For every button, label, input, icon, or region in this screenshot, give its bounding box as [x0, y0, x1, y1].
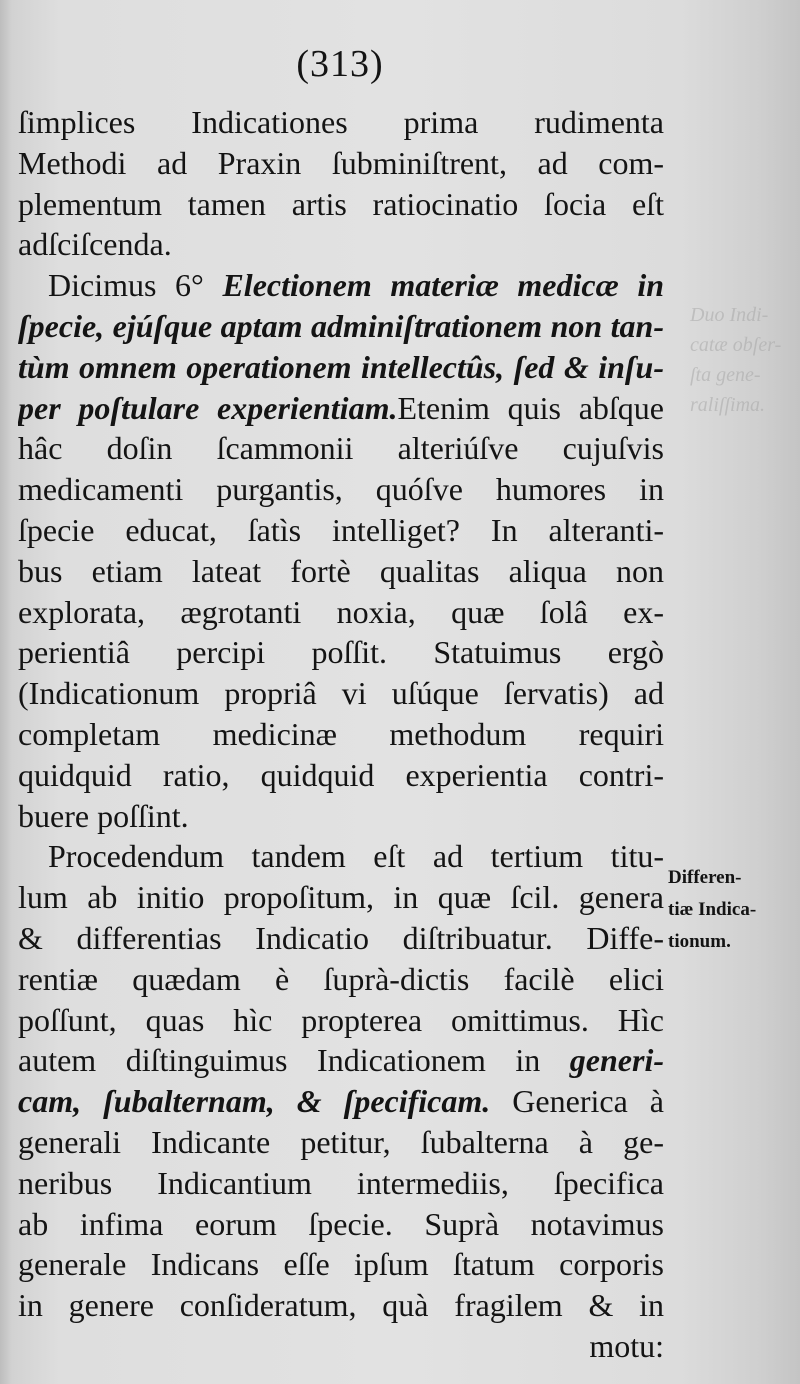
roman-text: bus etiam lateat fortè qualitas aliqua non: [18, 552, 664, 589]
text-line: [18, 1285, 664, 1327]
text-line: [18, 551, 664, 593]
roman-text: poſſunt, quas hìc propterea omittimus. Hìc: [18, 1001, 664, 1038]
roman-text: hâc doſin ſcammonii alteriúſve cujuſvis: [18, 430, 664, 467]
text-line: [18, 469, 664, 511]
italic-text: tùm omnem operationem intellectûs, ſed & inſu-: [18, 348, 664, 385]
text-line: [18, 1040, 664, 1082]
text-line: [18, 714, 664, 756]
page-number: (313): [296, 43, 384, 85]
roman-text: quidquid ratio, quidquid experientia contri-: [18, 756, 664, 793]
italic-text: ſpecie, ejúſque aptam adminiſtrationem non tan-: [18, 308, 664, 344]
text-line: [18, 1244, 664, 1286]
text-line: [18, 143, 664, 185]
roman-text: Methodi ad Praxin ſubminiſtrent, ad com-: [18, 144, 664, 181]
roman-text: ſimplices Indicationes prima rudimenta: [18, 104, 664, 140]
roman-text: neribus Indicantium intermediis, ſpecifica: [18, 1164, 664, 1201]
text-line: [18, 796, 664, 838]
text-line: [18, 510, 664, 552]
text-line: [18, 1000, 664, 1042]
roman-text: lum ab initio propoſitum, in quæ ſcil. genera: [18, 879, 664, 916]
text-line: [18, 755, 664, 797]
roman-text: rentiæ quædam è ſuprà-dictis facilè elici: [18, 960, 664, 997]
roman-text: adſciſcenda.: [18, 226, 172, 263]
text-line: [18, 1081, 664, 1123]
margin-note-line: Differen-: [668, 867, 742, 888]
text-line: [18, 592, 664, 634]
roman-text: plementum tamen artis ratiocinatio ſocia eſt: [18, 185, 664, 222]
text-line: [18, 836, 664, 878]
text-line: [18, 1204, 664, 1246]
text-line: [18, 428, 664, 470]
roman-text: autem diſtinguimus Indicationem in: [18, 1042, 570, 1079]
roman-text: generale Indicans eſſe ipſum ſtatum corporis: [18, 1246, 664, 1283]
margin-note: [668, 862, 798, 958]
roman-text: explorata, ægrotanti noxia, quæ ſolâ ex-: [18, 593, 664, 630]
roman-text: perientiâ percipi poſſit. Statuimus ergò: [18, 634, 664, 671]
text-line: [18, 184, 664, 226]
text-line: [18, 632, 664, 674]
text-line: [18, 224, 664, 266]
text-line: [18, 102, 664, 144]
roman-text: ab infima eorum ſpecie. Suprà notavimus: [18, 1205, 664, 1242]
text-line: [18, 918, 664, 960]
roman-text: Dicimus 6°: [48, 267, 223, 304]
roman-text: Etenim quis abſque: [397, 389, 664, 426]
text-line: [18, 1326, 664, 1368]
margin-note-line: tiæ Indica-: [668, 899, 757, 920]
text-line: [18, 959, 664, 1001]
italic-text: Electionem materiæ medicæ in: [222, 267, 664, 304]
roman-text: & differentias Indicatio diſtribuatur. Diffe-: [18, 920, 664, 956]
text-line: [18, 265, 664, 307]
roman-text: ſpecie educat, ſatìs intelliget? In alteranti-: [18, 512, 664, 548]
italic-text: generi-: [569, 1042, 664, 1079]
text-line: [18, 877, 664, 919]
text-line: [18, 673, 664, 715]
italic-text: cam, ſubalternam, & ſpecificam.: [18, 1083, 491, 1120]
text-line: [18, 1163, 664, 1205]
roman-text: completam medicinæ methodum requiri: [18, 716, 664, 752]
italic-text: per poſtulare experientiam.: [18, 389, 398, 426]
text-line: [18, 388, 664, 430]
text-line: [18, 347, 664, 389]
roman-text: Generica à: [490, 1083, 664, 1120]
roman-text: motu:: [589, 1328, 664, 1364]
roman-text: buere poſſint.: [18, 797, 189, 834]
margin-note-line: tionum.: [668, 931, 731, 952]
roman-text: in genere conſideratum, quà fragilem & in: [18, 1287, 664, 1324]
roman-text: generali Indicante petitur, ſubalterna à ge-: [18, 1124, 664, 1160]
text-line: [18, 1122, 664, 1164]
roman-text: (Indicationum propriâ vi uſúque ſervatis) ad: [18, 675, 664, 712]
roman-text: Procedendum tandem eſt ad tertium titu-: [48, 838, 664, 875]
text-line: [18, 306, 664, 348]
roman-text: medicamenti purgantis, quóſve humores in: [18, 471, 664, 508]
show-through-text: Duo Indi- catæ obſer- ſta gene- raliſſima.: [690, 304, 782, 416]
